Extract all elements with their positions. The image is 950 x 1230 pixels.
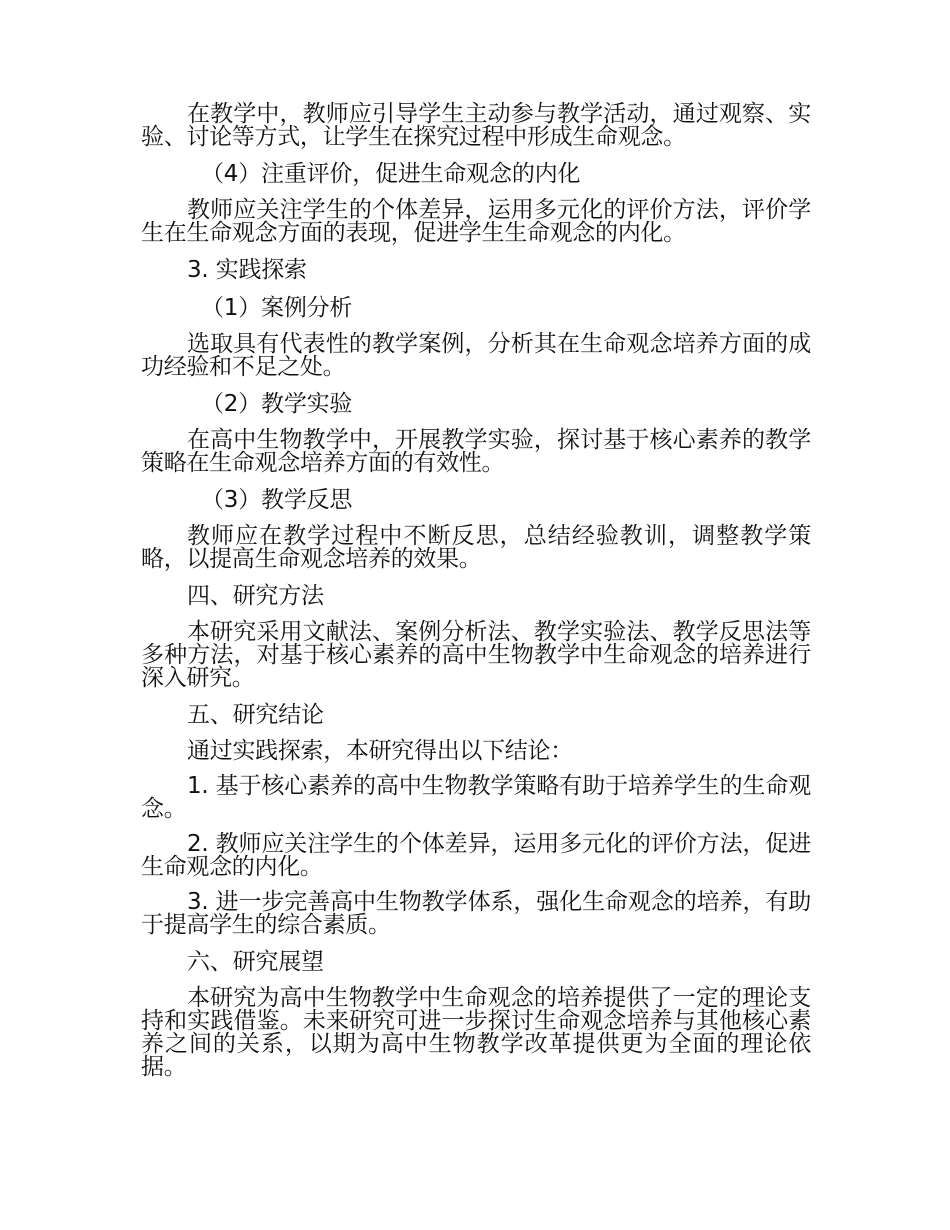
heading-research-outlook: 六、研究展望 <box>187 949 324 975</box>
heading-teaching-experiment: （2）教学实验 <box>201 391 353 417</box>
paragraph-evaluation: 教师应关注学生的个体差异，运用多元化的评价方法，评价学生在生命观念方面的表现，促进学生生命观念的内化。 <box>141 197 811 246</box>
paragraph-conclusions-intro: 通过实践探索，本研究得出以下结论： <box>187 738 573 764</box>
heading-evaluation: （4）注重评价，促进生命观念的内化 <box>201 161 581 187</box>
paragraph-conclusion-3: 3. 进一步完善高中生物教学体系，强化生命观念的培养，有助于提高学生的综合素质。 <box>141 889 811 938</box>
paragraph-case-analysis: 选取具有代表性的教学案例，分析其在生命观念培养方面的成功经验和不足之处。 <box>141 331 811 380</box>
heading-teaching-reflection: （3）教学反思 <box>201 487 353 513</box>
heading-research-methods: 四、研究方法 <box>187 583 324 609</box>
paragraph-conclusion-1: 1. 基于核心素养的高中生物教学策略有助于培养学生的生命观念。 <box>141 773 811 822</box>
document-body <box>141 103 811 1091</box>
paragraph-research-outlook: 本研究为高中生物教学中生命观念的培养提供了一定的理论支持和实践借鉴。未来研究可进一步探讨生命观念培养与其他核心素养之间的关系，以期为高中生物教学改革提供更为全面的理论依据。 <box>141 985 811 1080</box>
paragraph-conclusion-2: 2. 教师应关注学生的个体差异，运用多元化的评价方法，促进生命观念的内化。 <box>141 831 811 880</box>
heading-practice-exploration: 3. 实践探索 <box>187 257 307 283</box>
paragraph-guide-students: 在教学中，教师应引导学生主动参与教学活动，通过观察、实验、讨论等方式，让学生在探究过程中形成生命观念。 <box>141 101 811 150</box>
paragraph-research-methods: 本研究采用文献法、案例分析法、教学实验法、教学反思法等多种方法，对基于核心素养的高中生物教学中生命观念的培养进行深入研究。 <box>141 619 811 691</box>
heading-research-conclusions: 五、研究结论 <box>187 702 324 728</box>
heading-case-analysis: （1）案例分析 <box>201 295 353 321</box>
paragraph-teaching-reflection: 教师应在教学过程中不断反思，总结经验教训，调整教学策略，以提高生命观念培养的效果。 <box>141 523 811 572</box>
paragraph-teaching-experiment: 在高中生物教学中，开展教学实验，探讨基于核心素养的教学策略在生命观念培养方面的有效性。 <box>141 427 811 476</box>
